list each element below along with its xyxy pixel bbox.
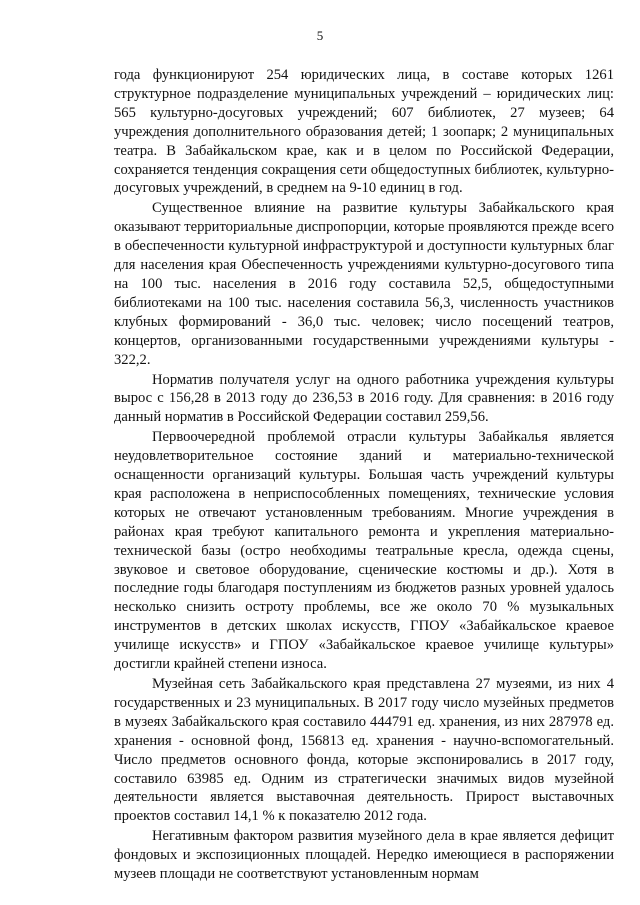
- paragraph-service-norm: Норматив получателя услуг на одного работника учреждения культуры вырос с 156,28 в 2013 году до 236,53 в 2016 году. Для сравнения: в 2016 году данный норматив в Российской Федерации составил 259,56.: [114, 371, 614, 426]
- paragraph-museum-network: Музейная сеть Забайкальского края представлена 27 музеями, из них 4 государственных и 23 муниципальных. В 2017 году число музейных предметов в музеях Забайкальского края составило 444791 ед. хранения, из них 287978 ед. хранения - основной фонд, 156813 ед. хранения - научно-вспомогательный. Число предметов основного фонда, которые экспонировались в 2017 году, составило 63985 ед. Одним из стратегически значимых видов музейной деятельности является выставочная деятельность. Прирост выставочных проектов составил 14,1 % к показателю 2012 года.: [114, 676, 614, 825]
- paragraph-cultural-network-stats: года функционируют 254 юридических лица, в составе которых 1261 структурное подразделение муниципальных учреждений – юридических лиц: 565 культурно-досуговых учреждений; 607 библиотек, 27 музеев; 64 учреждения дополнительного образования детей; 1 зоопарк; 2 муниципальных театра. В Забайкальском крае, как и в целом по Российской Федерации, сохраняется тенденция сокращения сети общедоступных библиотек, культурно-досуговых учреждений, в среднем на 9-10 единиц в год.: [114, 67, 614, 197]
- paragraph-infrastructure-problem: Первоочередной проблемой отрасли культуры Забайкалья является неудовлетворительное состояние зданий и материально-технической оснащенности организаций культуры. Большая часть учреждений культуры края расположена в неприспособленных помещениях, технические условия которых не отвечают установленным требованиям. Многие учреждения в районах края требуют капитального ремонта и укрепления материально-технической базы (остро необходимы театральные кресла, одежда сцены, звуковое и световое оборудование, сценические костюмы и др.). Хотя в последние годы благодаря поступлениям из бюджетов разных уровней удалось несколько снизить остроту проблемы, все же около 70 % музыкальных инструментов в детских школах искусств, ГПОУ «Забайкальское краевое училище искусств» и ГПОУ «Забайкальское краевое училище культуры» достигли крайней степени износа.: [114, 429, 614, 673]
- paragraph-territorial-disproportions: Существенное влияние на развитие культуры Забайкальского края оказывают территориальные диспропорции, которые проявляются прежде всего в обеспеченности культурной инфраструктурой и доступности культурных благ для населения края Обеспеченность учреждениями культурно-досугового типа на 100 тыс. населения в 2016 году составила 52,5, общедоступными библиотеками на 100 тыс. населения составила 56,3, численность участников клубных формирований - 36,0 тыс. человек; число посещений театров, концертов, организованными государственными учреждениями культуры - 322,2.: [114, 200, 614, 368]
- document-body: [114, 66, 614, 884]
- page-number: 5: [316, 28, 324, 43]
- paragraph-museum-space-deficit: Негативным фактором развития музейного дела в крае является дефицит фондовых и экспозиционных площадей. Нередко имеющиеся в распоряжении музеев площади не соответствуют установленным нормам: [114, 828, 614, 883]
